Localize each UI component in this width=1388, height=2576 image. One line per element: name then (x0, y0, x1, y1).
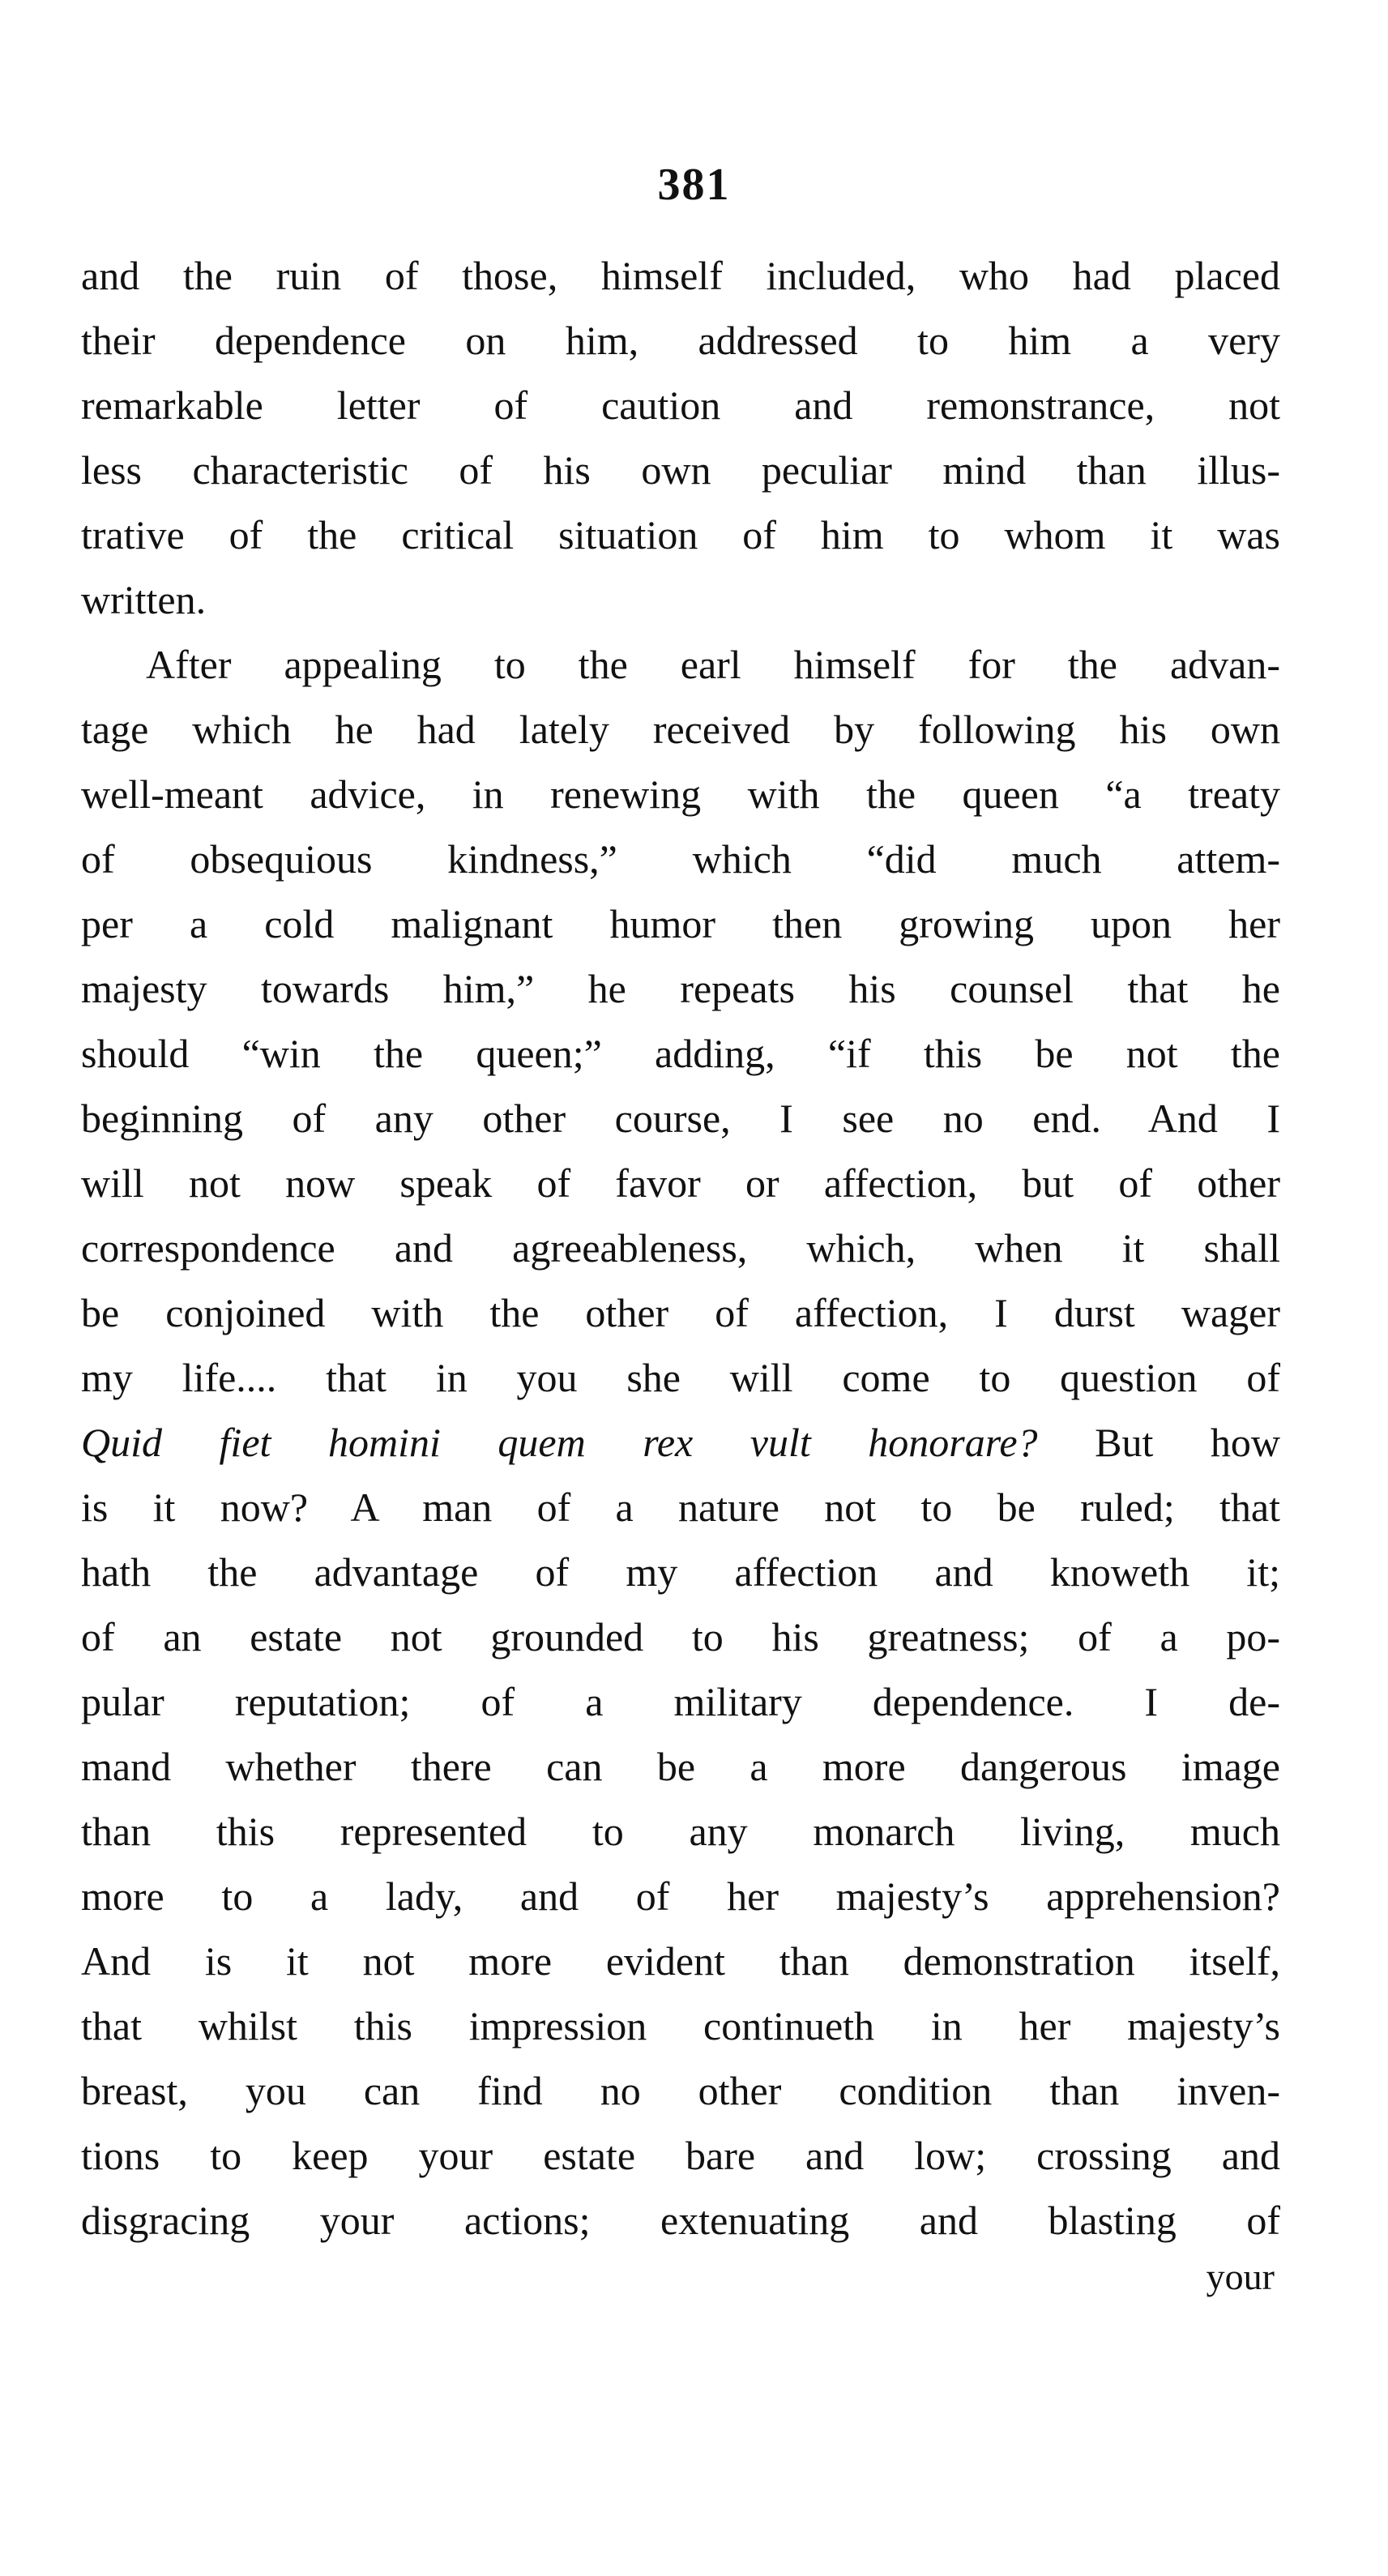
text-line: And is it not more evident than demonstration itself, (81, 1938, 1280, 1984)
text-line: mand whether there can be a more dangerous image (81, 1744, 1280, 1789)
body-text (81, 243, 1280, 2253)
text-line: will not now speak of favor or affection, but of other (81, 1160, 1280, 1206)
text-line: should “win the queen;” adding, “if this be not the (81, 1031, 1280, 1076)
text-line: less characteristic of his own peculiar mind than illus- (81, 447, 1280, 493)
text-line: is it now? A man of a nature not to be ruled; that (81, 1485, 1280, 1530)
text-line: more to a lady, and of her majesty’s apprehension? (81, 1873, 1280, 1919)
text-line: beginning of any other course, I see no end. And I (81, 1096, 1280, 1141)
text-line: that whilst this impression continueth in her majesty’s (81, 2003, 1280, 2048)
text-line: trative of the critical situation of him to whom it was (81, 512, 1280, 557)
text-line: their dependence on him, addressed to him a very (81, 318, 1280, 363)
text-line: than this represented to any monarch living, much (81, 1809, 1280, 1854)
latin-line-continuation: But how (1037, 1420, 1280, 1465)
latin-quote: Quid fiet homini quem rex vult honorare? (81, 1420, 1038, 1465)
text-line: of obsequious kindness,” which “did much attem- (81, 836, 1280, 882)
text-line: After appealing to the earl himself for the advan- (146, 642, 1280, 687)
text-line: my life.... that in you she will come to question of (81, 1355, 1280, 1400)
text-line: breast, you can find no other condition than inven- (81, 2068, 1280, 2113)
text-line: written. (81, 577, 207, 622)
page-number: 381 (657, 160, 731, 210)
catchword: your (1206, 2256, 1275, 2297)
text-line: of an estate not grounded to his greatness; of a po- (81, 1614, 1280, 1660)
text-line: be conjoined with the other of affection, I durst wager (81, 1290, 1280, 1335)
text-line: pular reputation; of a military dependence. I de- (81, 1679, 1280, 1724)
text-line: and the ruin of those, himself included, who had placed (81, 253, 1280, 298)
text-line: disgracing your actions; extenuating and blasting of (81, 2198, 1280, 2243)
text-line: tions to keep your estate bare and low; crossing and (81, 2133, 1280, 2178)
text-line: per a cold malignant humor then growing upon her (81, 901, 1280, 946)
text-line: correspondence and agreeableness, which, when it shall (81, 1225, 1280, 1271)
latin-quote-line (81, 1410, 1280, 1475)
text-line: tage which he had lately received by following his own (81, 707, 1280, 752)
text-line: remarkable letter of caution and remonstrance, not (81, 382, 1280, 428)
text-line: hath the advantage of my affection and knoweth it; (81, 1549, 1280, 1595)
text-line: well-meant advice, in renewing with the queen “a treaty (81, 771, 1280, 817)
text-line: majesty towards him,” he repeats his counsel that he (81, 966, 1280, 1011)
